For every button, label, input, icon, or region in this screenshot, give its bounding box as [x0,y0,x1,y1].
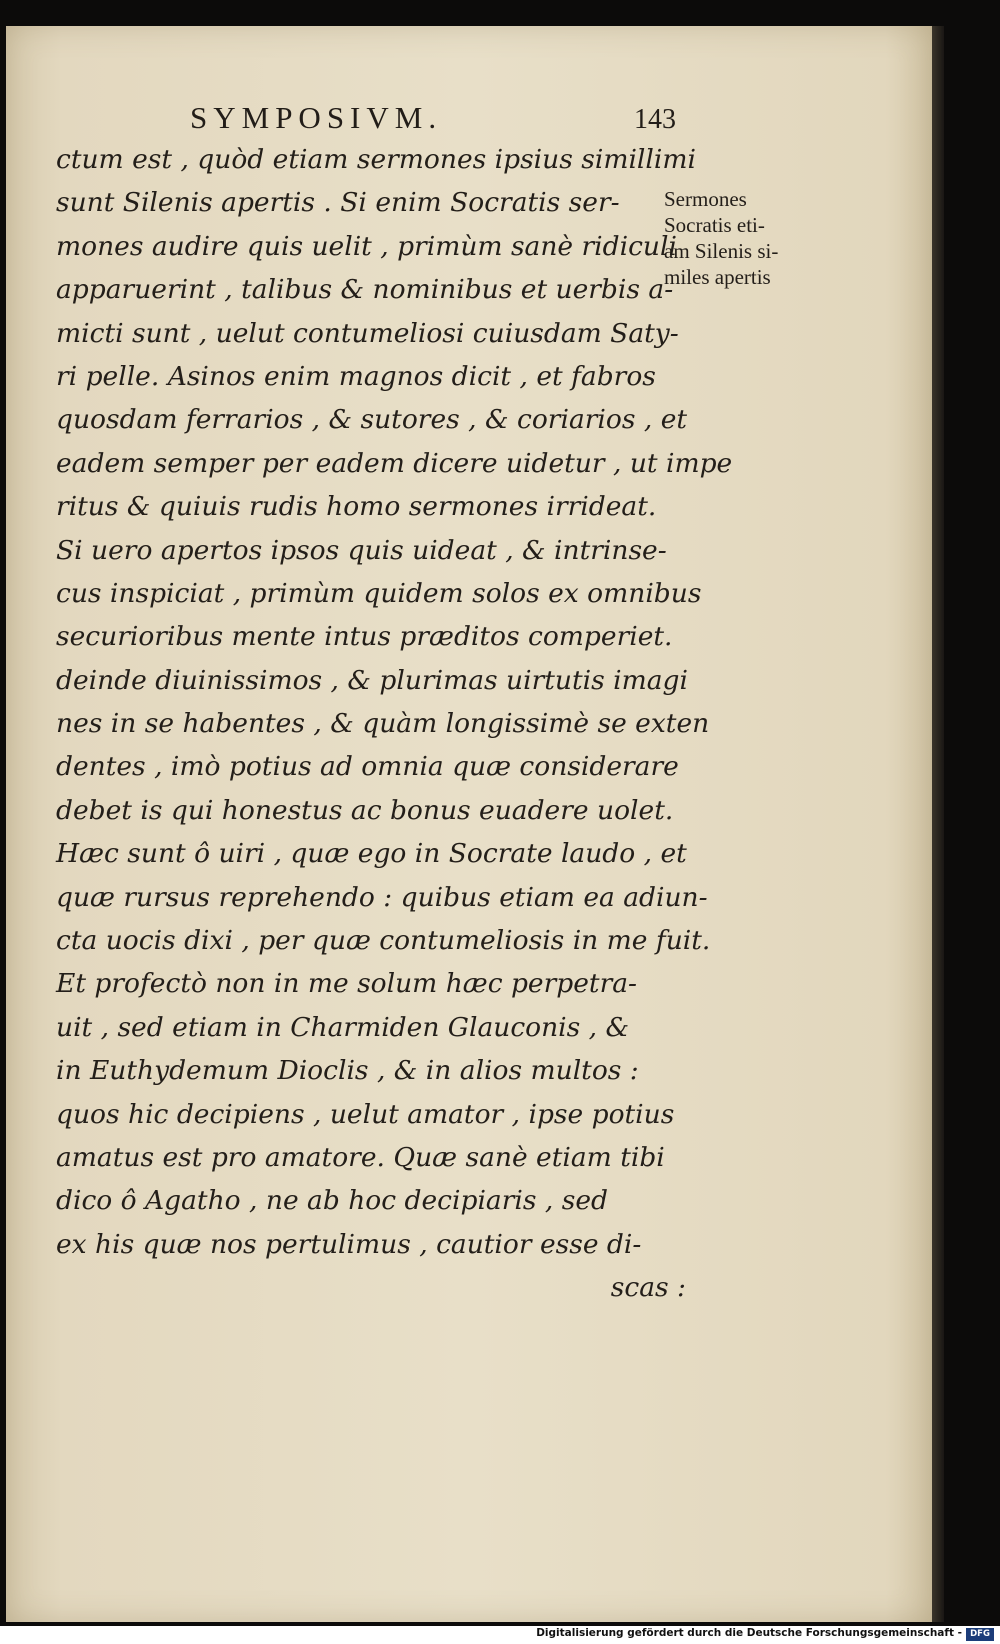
text-line: uit , sed etiam in Charmiden Glauconis , & [56,1011,630,1043]
text-line: nes in se habentes , & quàm longissimè se exten [56,708,710,740]
margin-note-line: am Silenis si- [664,239,779,263]
text-line: in Euthydemum Dioclis , & in alios multos : [56,1055,639,1087]
text-line: quæ rursus reprehendo : quibus etiam ea adiun- [56,881,708,913]
text-line: dico ô Agatho , ne ab hoc decipiaris , sed [56,1185,608,1217]
text-line: apparuerint , talibus & nominibus et uerbis a- [56,274,674,306]
text-line: mones audire quis uelit , primùm sanè ridiculi [56,230,677,262]
text-line: debet is qui honestus ac bonus euadere uolet. [56,794,674,826]
margin-note-line: miles apertis [664,265,771,289]
page-edge [932,26,944,1622]
text-line: securioribus mente intus præditos comperiet. [56,621,673,653]
text-line: Hæc sunt ô uiri , quæ ego in Socrate laudo , et [56,838,687,870]
funding-notice: Digitalisierung gefördert durch die Deutsche Forschungsgemeinschaft - [536,1627,962,1639]
text-line: cta uocis dixi , per quæ contumeliosis in me fuit. [56,925,711,957]
dfg-logo: DFG [966,1628,994,1641]
text-line: dentes , imò potius ad omnia quæ considerare [56,751,679,783]
text-line: ex his quæ nos pertulimus , cautior esse di- [56,1228,642,1260]
text-line: sunt Silenis apertis . Si enim Socratis ser- [56,187,620,219]
text-line: scas : [610,1272,686,1304]
running-head: SYMPOSIVM. [190,100,443,135]
margin-note-line: Sermones [664,187,747,211]
text-line: Et profectò non in me solum hæc perpetra- [56,968,637,1000]
text-line: micti sunt , uelut contumeliosi cuiusdam Saty- [56,317,679,349]
page-number: 143 [634,104,676,135]
footer-bar [0,1626,1000,1644]
text-line: quosdam ferrarios , & sutores , & coriarios , et [56,404,688,436]
text-line: deinde diuinissimos , & plurimas uirtutis imagi [56,664,688,696]
text-line: ri pelle. Asinos enim magnos dicit , et fabros [56,360,656,392]
text-line: Si uero apertos ipsos quis uideat , & intrinse- [56,534,667,566]
text-line: cus inspiciat , primùm quidem solos ex omnibus [56,577,702,609]
text-line: ctum est , quòd etiam sermones ipsius simillimi [56,144,696,175]
text-line: ritus & quiuis rudis homo sermones irrideat. [56,491,657,523]
margin-note-line: Socratis eti- [664,213,765,237]
margin-note [664,186,844,290]
text-line: eadem semper per eadem dicere uidetur , ut impe [56,447,733,479]
text-line: amatus est pro amatore. Quæ sanè etiam tibi [56,1141,665,1173]
text-line: quos hic decipiens , uelut amator , ipse potius [56,1098,675,1130]
